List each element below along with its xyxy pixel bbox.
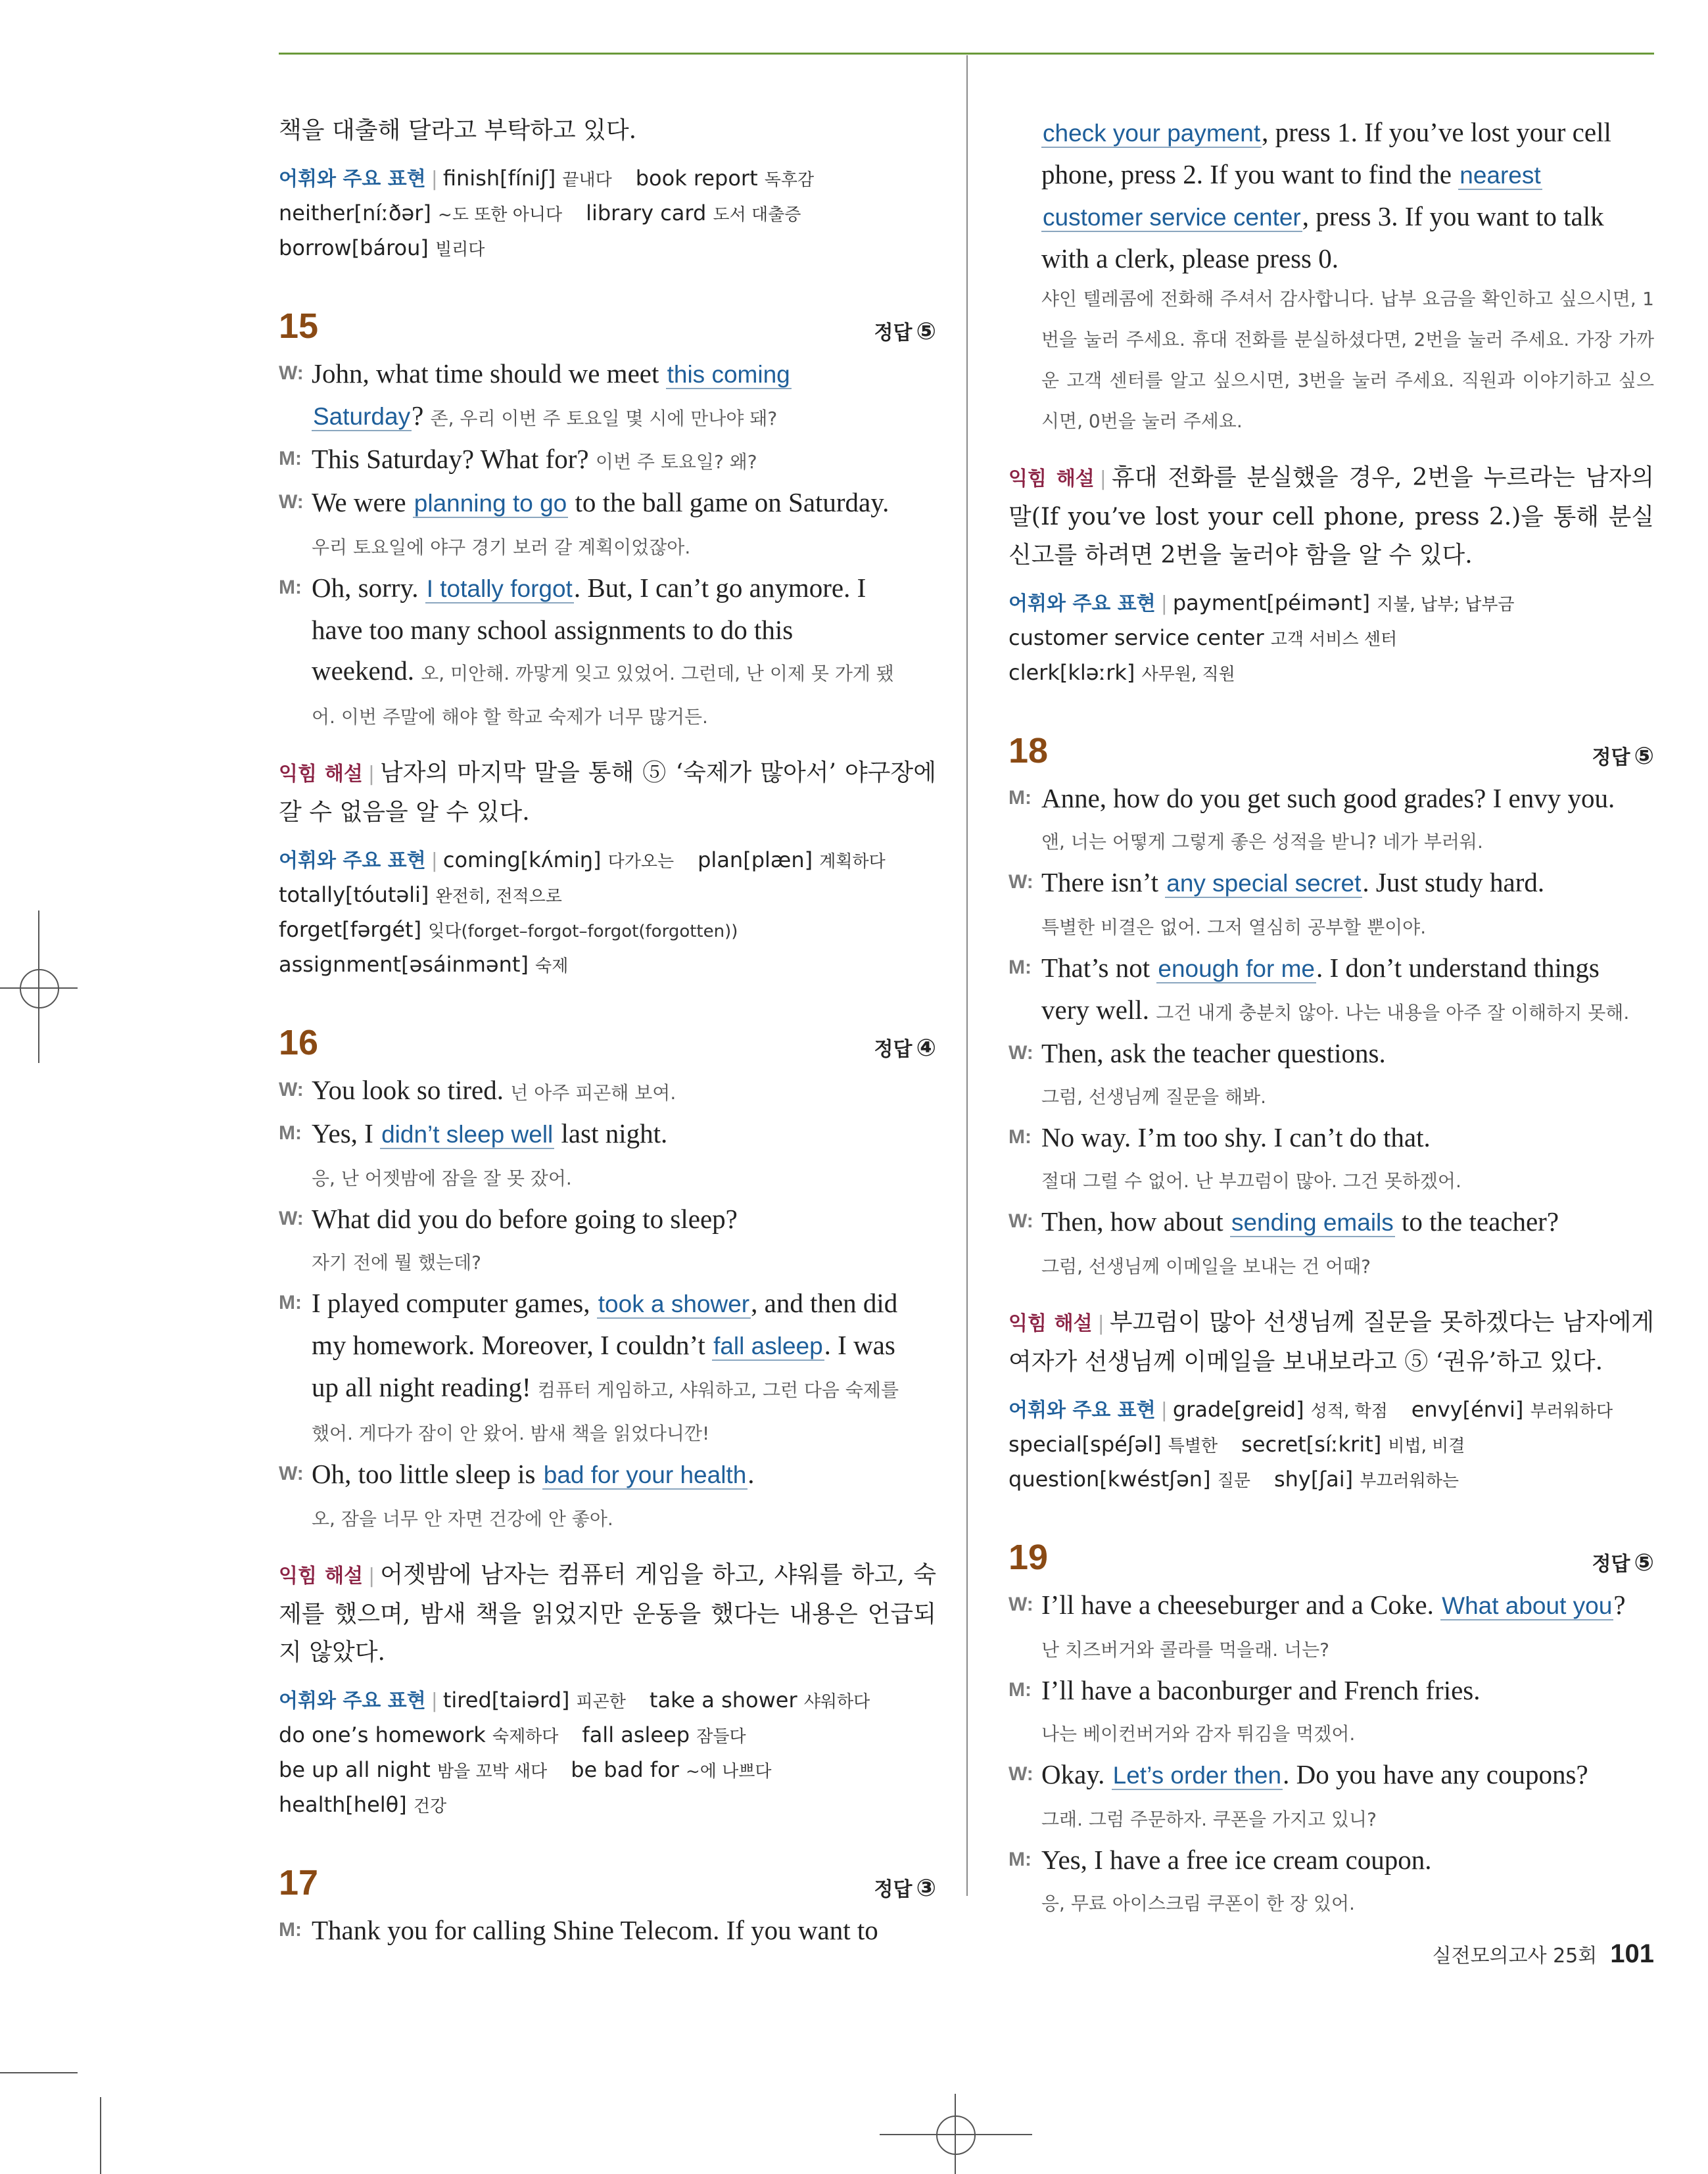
vocab-line: [1008, 1428, 1654, 1463]
dialogue-line: [279, 353, 936, 395]
speaker-label: W:: [279, 491, 304, 513]
dialogue-17-continued: [1008, 112, 1654, 279]
korean-translation: 그래. 그럼 주문하자. 쿠폰을 가지고 있니?: [1041, 1808, 1377, 1830]
answer-value: ⑤: [916, 318, 936, 345]
question-19-header: [1008, 1537, 1654, 1584]
highlighted-phrase: bad for your health: [543, 1461, 747, 1488]
speaker-label: W:: [279, 1208, 304, 1229]
question-16-header: [279, 1022, 936, 1070]
english-text: up all night reading!: [312, 1372, 538, 1402]
korean-translation: 응, 무료 아이스크림 쿠폰이 한 장 있어.: [1041, 1893, 1355, 1914]
vocab-17: [1008, 586, 1654, 691]
english-text: No way. I’m too shy. I can’t do that.: [1041, 1122, 1431, 1152]
vocab-meaning: 성적, 학점: [1310, 1402, 1388, 1421]
korean-translation: 앤, 너는 어떻게 그렇게 좋은 성적을 받니? 네가 부러워.: [1041, 831, 1483, 853]
english-text: I played computer games,: [312, 1288, 597, 1318]
dialogue-line: [1008, 1033, 1654, 1074]
highlighted-phrase: sending emails: [1231, 1209, 1394, 1236]
vocab-term: fall asleep: [582, 1722, 690, 1747]
vocab-meaning: ~도 또한 아니다: [438, 205, 563, 225]
explanation-15: 익힘 해설 | 남자의 마지막 말을 통해 ⑤ ‘숙제가 많아서’ 야구장에 갈 수 없음을 알 수 있다.: [279, 759, 936, 826]
vocab-term: envy[énvi]: [1411, 1397, 1524, 1422]
vocab-line: 어휘와 주요 표현 | tired[taiərd] 피곤한 take a shower 샤워하다: [279, 1688, 870, 1713]
vocab-term: assignment[əsáinmənt]: [279, 952, 529, 977]
vocab-label: 어휘와 주요 표현: [279, 168, 426, 191]
question-15-header: [279, 306, 936, 353]
vocab-meaning: 끝내다: [562, 170, 612, 190]
registration-circle: [20, 969, 59, 1008]
dialogue-line: [279, 609, 936, 650]
english-text: We were: [312, 487, 413, 517]
speaker-label: M:: [1008, 1679, 1032, 1701]
vocab-line: [279, 197, 936, 231]
english-text: There isn’t: [1041, 867, 1166, 897]
answer-value: ③: [916, 1875, 936, 1902]
vocab-meaning: 특별한: [1168, 1436, 1218, 1456]
vocab-meaning: 도서 대출증: [713, 205, 801, 225]
vocab-term: do one’s homework: [279, 1722, 486, 1747]
dialogue-line: [1008, 1243, 1654, 1287]
vocab-meaning: 계획하다: [819, 852, 886, 872]
answer-badge: [874, 1033, 936, 1062]
english-text: weekend.: [312, 655, 421, 686]
page-footer: [1433, 1939, 1654, 1969]
english-text: Okay.: [1041, 1759, 1112, 1789]
dialogue-line: [1008, 196, 1654, 238]
speaker-label: W:: [1008, 871, 1033, 893]
dialogue-line: [279, 694, 936, 737]
korean-translation: 응, 난 어젯밤에 잠을 잘 못 잤어.: [312, 1168, 572, 1189]
korean-translation: 어. 이번 주말에 해야 할 학교 숙제가 너무 많거든.: [312, 706, 708, 728]
explanation-label: 익힘 해설: [1008, 1312, 1093, 1335]
korean-translation: 이번 주 토요일? 왜?: [595, 451, 757, 473]
dialogue-line: [279, 1367, 936, 1410]
question-number: 16: [279, 1023, 319, 1062]
english-text: to the teacher?: [1394, 1206, 1559, 1237]
explanation-text: 어젯밤에 남자는 컴퓨터 게임을 하고, 샤워를 하고, 숙제를 했으며, 밤새 책을 읽었지만 운동을 했다는 내용은 언급되지 않았다.: [279, 1561, 936, 1666]
vocab-term: forget[fərgét]: [279, 917, 422, 942]
dialogue-line: [1008, 1839, 1654, 1880]
dialogue-line: [279, 1283, 936, 1325]
vocab-meaning: 잠들다: [696, 1727, 746, 1747]
highlighted-phrase: What about you: [1442, 1592, 1613, 1619]
dialogue-line: [1008, 1754, 1654, 1796]
speaker-label: W:: [279, 362, 304, 384]
english-text: ?: [1613, 1590, 1626, 1620]
vocab-meaning: 부러워하다: [1530, 1402, 1613, 1421]
highlighted-phrase: I totally forgot: [426, 575, 573, 602]
vocab-label: 어휘와 주요 표현: [279, 1690, 426, 1713]
english-text: Thank you for calling Shine Telecom. If you want to: [312, 1915, 878, 1945]
vocab-meaning: 완전히, 전적으로: [435, 887, 562, 907]
dialogue-line: [1008, 1158, 1654, 1201]
speaker-label: W:: [1008, 1594, 1033, 1615]
dialogue-17: [279, 1910, 936, 1950]
crop-mark: [100, 2097, 101, 2174]
korean-translation: 절대 그럴 수 없어. 난 부끄럼이 많아. 그건 못하겠어.: [1041, 1170, 1461, 1192]
crop-mark: [0, 2072, 78, 2073]
vocab-line: 어휘와 주요 표현 | coming[kʌ́miŋ] 다가오는 plan[plæn] 계획하다: [279, 847, 886, 872]
vocab-meaning: 밤을 꼬박 새다: [437, 1762, 548, 1782]
vocab-term: totally[tóutəli]: [279, 882, 429, 907]
answer-label: 정답: [1592, 746, 1630, 769]
speaker-label: W:: [1008, 1042, 1033, 1064]
english-text: Anne, how do you get such good grades? I envy you.: [1041, 783, 1615, 813]
column-divider: [966, 55, 968, 1896]
vocab-line: [279, 231, 936, 266]
highlighted-phrase: Saturday: [313, 403, 411, 430]
answer-label: 정답: [874, 1878, 913, 1901]
vocab-label: 어휘와 주요 표현: [279, 849, 426, 872]
dialogue-line: [1008, 904, 1654, 947]
highlighted-phrase: fall asleep: [713, 1333, 823, 1359]
speaker-label: M:: [1008, 1849, 1032, 1870]
highlighted-phrase: customer service center: [1043, 204, 1301, 231]
highlighted-phrase: this coming: [667, 361, 790, 388]
korean-translation: 특별한 비결은 없어. 그저 열심히 공부할 뿐이야.: [1041, 916, 1427, 938]
english-text: . I don’t understand things: [1316, 953, 1600, 983]
vocab-meaning: 샤워하다: [803, 1692, 870, 1712]
vocab-14: [279, 162, 936, 266]
vocab-meaning: 질문: [1217, 1471, 1250, 1491]
dialogue-15: [279, 353, 936, 737]
vocab-15: [279, 843, 936, 983]
english-text: This Saturday? What for?: [312, 444, 596, 474]
vocab-term: be up all night: [279, 1757, 431, 1782]
vocab-meaning: 다가오는: [607, 852, 675, 872]
english-text: I’ll have a baconburger and French fries.: [1041, 1675, 1481, 1705]
vocab-line: [279, 948, 936, 983]
vocab-term: take a shower: [649, 1688, 797, 1713]
dialogue-line: [279, 524, 936, 567]
highlighted-phrase: nearest: [1459, 162, 1541, 189]
vocab-line: [1008, 621, 1654, 656]
answer-badge: [1592, 1548, 1654, 1576]
question-17-header: [279, 1862, 936, 1910]
vocab-term: special[spéʃəl]: [1008, 1432, 1162, 1457]
vocab-meaning: 잊다(forget–forgot–forgot(forgotten)): [428, 922, 738, 941]
answer-badge: [1592, 741, 1654, 770]
dialogue-19: [1008, 1584, 1654, 1924]
english-text: What did you do before going to sleep?: [312, 1204, 738, 1234]
vocab-line: 어휘와 주요 표현 | payment[péimənt] 지불, 납부; 납부금: [1008, 590, 1515, 615]
speaker-label: W:: [279, 1079, 304, 1100]
highlighted-phrase: didn’t sleep well: [381, 1121, 554, 1148]
dialogue-18: [1008, 778, 1654, 1287]
vocab-term: secret[síːkrit]: [1241, 1432, 1382, 1457]
english-text: with a clerk, please press 0.: [1041, 243, 1339, 273]
explanation-label: 익힘 해설: [279, 763, 363, 786]
english-text: , press 3. If you want to talk: [1302, 201, 1604, 231]
speaker-label: M:: [279, 1292, 302, 1313]
top-rule: [279, 53, 1654, 55]
explanation-label: 익힘 해설: [279, 1565, 364, 1588]
english-text: . Do you have any coupons?: [1283, 1759, 1588, 1789]
question-number: 19: [1008, 1538, 1049, 1577]
left-column: [279, 112, 936, 1950]
korean-translation: 그럼, 선생님께 이메일을 보내는 건 어때?: [1041, 1256, 1371, 1277]
dialogue-line: [279, 1410, 936, 1453]
explanation-18: 익힘 해설 | 부끄럼이 많아 선생님께 질문을 못하겠다는 남자에게 여자가 선생님께 이메일을 보내보라고 ⑤ ‘권유’하고 있다.: [1008, 1309, 1654, 1375]
highlighted-phrase: took a shower: [598, 1290, 750, 1317]
english-text: .: [747, 1459, 755, 1489]
dialogue-line: [279, 1453, 936, 1496]
english-text: . Just study hard.: [1362, 867, 1545, 897]
speaker-label: W:: [279, 1463, 304, 1484]
answer-badge: [874, 1873, 936, 1902]
korean-translation: 넌 아주 피곤해 보여.: [510, 1082, 676, 1104]
highlighted-phrase: Let’s order then: [1112, 1762, 1282, 1789]
english-text: , and then did: [751, 1288, 898, 1318]
speaker-label: M:: [279, 1122, 302, 1144]
korean-translation: 나는 베이컨버거와 감자 튀김을 먹겠어.: [1041, 1723, 1356, 1745]
speaker-label: M:: [279, 1919, 302, 1941]
vocab-term: plan[plæn]: [698, 847, 813, 872]
explanation-text: 부끄럼이 많아 선생님께 질문을 못하겠다는 남자에게 여자가 선생님께 이메일을 보내보라고 ⑤ ‘권유’하고 있다.: [1008, 1309, 1654, 1375]
dialogue-line: [1008, 1117, 1654, 1158]
korean-translation: 그건 내게 충분치 않아. 나는 내용을 아주 잘 이해하지 못해.: [1156, 1002, 1630, 1024]
explanation-label: 익힘 해설: [1008, 467, 1095, 490]
vocab-meaning: ~에 나쁘다: [685, 1762, 772, 1782]
vocab-line: 어휘와 주요 표현 | grade[greid] 성적, 학점 envy[énvi] 부러워하다: [1008, 1397, 1613, 1422]
question-number: 18: [1008, 731, 1049, 770]
korean-translation: 난 치즈버거와 콜라를 먹을래. 너는?: [1041, 1639, 1330, 1661]
vocab-meaning: 숙제하다: [492, 1727, 559, 1747]
dialogue-line: [279, 567, 936, 609]
english-text: phone, press 2. If you want to find the: [1041, 159, 1459, 189]
vocab-meaning: 부끄러워하는: [1360, 1471, 1459, 1491]
dialogue-line: [279, 1113, 936, 1155]
speaker-label: M:: [279, 448, 302, 469]
english-text: , press 1. If you’ve lost your cell: [1262, 117, 1611, 147]
question-18-header: [1008, 730, 1654, 778]
vocab-term: payment[péimənt]: [1172, 590, 1370, 615]
intro-text: 책을 대출해 달라고 부탁하고 있다.: [279, 117, 637, 144]
english-text: . I was: [824, 1330, 895, 1360]
dialogue-line: [1008, 947, 1654, 989]
vocab-term: book report: [635, 166, 758, 191]
speaker-label: W:: [1008, 1763, 1033, 1785]
korean-translation: 우리 토요일에 야구 경기 보러 갈 계획이었잖아.: [312, 536, 691, 558]
vocab-18: [1008, 1393, 1654, 1498]
english-text: Then, how about: [1041, 1206, 1230, 1237]
footer-label: 실전모의고사 25회: [1432, 1945, 1598, 1968]
english-text: very well.: [1041, 995, 1156, 1025]
speaker-label: M:: [1008, 957, 1032, 978]
vocab-term: shy[ʃai]: [1273, 1467, 1354, 1492]
english-text: Yes, I: [312, 1118, 381, 1148]
dialogue-line: [279, 1070, 936, 1113]
vocab-meaning: 지불, 납부; 납부금: [1377, 595, 1515, 615]
dialogue-line: [1008, 778, 1654, 818]
english-text: That’s not: [1041, 953, 1157, 983]
vocab-line: [279, 913, 936, 948]
vocab-term: health[helθ]: [279, 1792, 407, 1817]
dialogue-line: [279, 1496, 936, 1539]
dialogue-line: [1008, 238, 1654, 279]
dialogue-line: [1008, 989, 1654, 1033]
vocab-term: question[kwéstʃən]: [1008, 1467, 1211, 1492]
dialogue-line: [1008, 862, 1654, 904]
english-text: . But, I can’t go anymore. I: [573, 573, 866, 603]
vocab-meaning: 빌리다: [435, 240, 485, 260]
dialogue-16: [279, 1070, 936, 1539]
right-column: [1008, 112, 1654, 1924]
dialogue-line: [1008, 112, 1654, 154]
vocab-meaning: 독후감: [764, 170, 815, 190]
vocab-term: finish[fíniʃ]: [442, 166, 556, 191]
english-text: You look so tired.: [312, 1075, 511, 1105]
dialogue-line: [279, 395, 936, 438]
highlighted-phrase: any special secret: [1166, 870, 1362, 897]
dialogue-line: [1008, 1670, 1654, 1711]
answer-label: 정답: [874, 321, 913, 344]
speaker-label: M:: [1008, 787, 1032, 809]
translation-17: 샤인 텔레콤에 전화해 주셔서 감사합니다. 납부 요금을 확인하고 싶으시면, 1번을 눌러 주세요. 휴대 전화를 분실하셨다면, 2번을 눌러 주세요. 가장 가까운 고객 센터를 알고 싶으시면, 3번을 눌러 주세요. 직원과 이야기하고 싶으시면, 0번을 눌러 주세요.: [1041, 288, 1654, 432]
vocab-term: be bad for: [571, 1757, 679, 1782]
dialogue-line: [1008, 1880, 1654, 1924]
vocab-meaning: 고객 서비스 센터: [1270, 630, 1398, 650]
korean-translation: 오, 미안해. 까맣게 잊고 있었어. 그런데, 난 이제 못 가게 됐: [421, 663, 894, 684]
vocab-meaning: 사무원, 직원: [1141, 665, 1235, 684]
dialogue-line: [279, 1910, 936, 1950]
english-text: John, what time should we meet: [312, 358, 666, 389]
vocab-term: borrow[bárou]: [279, 235, 429, 260]
question-number: 15: [279, 306, 319, 346]
vocab-term: grade[greid]: [1172, 1397, 1304, 1422]
dialogue-line: [279, 1155, 936, 1198]
vocab-meaning: 피곤한: [576, 1692, 626, 1712]
explanation-text: 남자의 마지막 말을 통해 ⑤ ‘숙제가 많아서’ 야구장에 갈 수 없음을 알 수 있다.: [279, 759, 936, 826]
explanation-17: 익힘 해설 | 휴대 전화를 분실했을 경우, 2번을 누르라는 남자의 말(If you’ve lost your cell phone, press 2.)을 통해 분실 신고를 하려면 2번을 눌러야 함을 알 수 있다.: [1008, 464, 1654, 569]
dialogue-line: [1008, 1626, 1654, 1670]
explanation-16: 익힘 해설 | 어젯밤에 남자는 컴퓨터 게임을 하고, 샤워를 하고, 숙제를 했으며, 밤새 책을 읽었지만 운동을 했다는 내용은 언급되지 않았다.: [279, 1561, 936, 1666]
answer-value: ④: [916, 1035, 936, 1062]
korean-translation: 그럼, 선생님께 질문을 해봐.: [1041, 1086, 1267, 1108]
english-text: Oh, too little sleep is: [312, 1459, 542, 1489]
vocab-line: [1008, 656, 1654, 691]
speaker-label: W:: [1008, 1210, 1033, 1232]
english-text: I’ll have a cheeseburger and a Coke.: [1041, 1590, 1441, 1620]
vocab-line: [1008, 1463, 1654, 1498]
answer-badge: [874, 316, 936, 345]
english-text: Oh, sorry.: [312, 573, 425, 603]
vocab-term: coming[kʌ́miŋ]: [442, 847, 602, 872]
dialogue-line: [279, 482, 936, 524]
vocab-label: 어휘와 주요 표현: [1008, 1399, 1156, 1422]
answer-label: 정답: [874, 1038, 913, 1061]
vocab-line: 어휘와 주요 표현 | finish[fíniʃ] 끝내다 book report 독후감: [279, 166, 815, 191]
vocab-line: [279, 1753, 936, 1788]
dialogue-line: [279, 438, 936, 482]
highlighted-phrase: check your payment: [1043, 120, 1261, 147]
speaker-label: M:: [1008, 1126, 1032, 1148]
registration-circle: [936, 2115, 976, 2155]
speaker-label: M:: [279, 577, 302, 598]
dialogue-line: [279, 650, 936, 694]
vocab-line: [279, 1788, 936, 1823]
highlighted-phrase: enough for me: [1158, 955, 1315, 982]
dialogue-line: [1008, 154, 1654, 196]
dialogue-line: [1008, 1201, 1654, 1243]
english-text: to the ball game on Saturday.: [568, 487, 890, 517]
english-text: ?: [412, 400, 431, 431]
dialogue-line: [1008, 1796, 1654, 1839]
vocab-16: [279, 1684, 936, 1823]
vocab-term: library card: [586, 201, 707, 225]
vocab-meaning: 건강: [413, 1797, 447, 1816]
english-text: last night.: [554, 1118, 668, 1148]
highlighted-phrase: planning to go: [414, 490, 567, 517]
explanation-text: 휴대 전화를 분실했을 경우, 2번을 누르라는 남자의 말(If you’ve lost your cell phone, press 2.)을 통해 분실 신고를 하려면 2번을 눌러야 함을 알 수 있다.: [1008, 464, 1654, 569]
dialogue-line: [279, 1325, 936, 1367]
korean-translation: 했어. 게다가 잠이 안 왔어. 밤새 책을 읽었다니깐!: [312, 1423, 710, 1444]
vocab-term: customer service center: [1008, 625, 1264, 650]
dialogue-line: [1008, 1074, 1654, 1117]
english-text: Yes, I have a free ice cream coupon.: [1041, 1845, 1432, 1875]
answer-value: ⑤: [1634, 743, 1654, 770]
korean-translation: 존, 우리 이번 주 토요일 몇 시에 만나야 돼?: [430, 408, 778, 429]
page-number: 101: [1610, 1939, 1654, 1968]
korean-translation: 오, 잠을 너무 안 자면 건강에 안 좋아.: [312, 1508, 613, 1530]
vocab-meaning: 비법, 비결: [1388, 1436, 1465, 1456]
dialogue-line: [1008, 1711, 1654, 1754]
vocab-label: 어휘와 주요 표현: [1008, 592, 1156, 615]
answer-value: ⑤: [1634, 1549, 1654, 1576]
dialogue-line: [279, 1239, 936, 1283]
korean-translation: 자기 전에 뭘 했는데?: [312, 1252, 481, 1273]
vocab-meaning: 숙제: [535, 957, 569, 976]
dialogue-line: [1008, 818, 1654, 862]
dialogue-line: [279, 1198, 936, 1239]
dialogue-line: [1008, 1584, 1654, 1626]
english-text: my homework. Moreover, I couldn’t: [312, 1330, 713, 1360]
answer-label: 정답: [1592, 1553, 1630, 1576]
english-text: have too many school assignments to do this: [312, 615, 794, 645]
korean-translation: 컴퓨터 게임하고, 샤워하고, 그런 다음 숙제를: [537, 1379, 899, 1401]
vocab-line: [279, 878, 936, 913]
vocab-term: clerk[kləːrk]: [1008, 660, 1135, 685]
english-text: Then, ask the teacher questions.: [1041, 1038, 1386, 1068]
vocab-line: [279, 1718, 936, 1753]
vocab-term: neither[níːðər]: [279, 201, 431, 225]
question-number: 17: [279, 1863, 319, 1902]
vocab-term: tired[taiərd]: [442, 1688, 570, 1713]
